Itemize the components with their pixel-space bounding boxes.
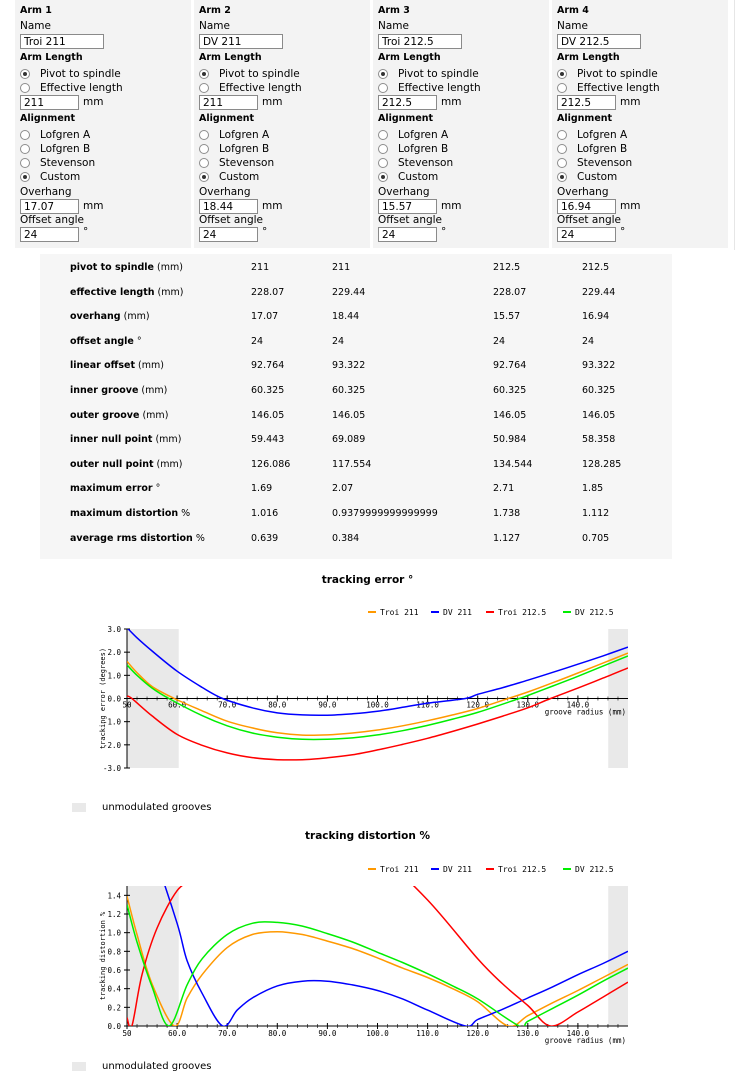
y-tick-label: -1.0	[102, 717, 121, 727]
table-row	[40, 254, 672, 279]
table-cell-arm-4: 1.85	[582, 483, 604, 495]
legend-label: Troi 212.5	[498, 608, 547, 617]
alignment-custom-radio[interactable]: Custom	[557, 171, 617, 184]
table-row	[40, 328, 672, 353]
table-cell-arm-2: 18.44	[332, 311, 360, 323]
legend-label: DV 211	[443, 608, 472, 617]
offset-angle-input[interactable]	[199, 227, 258, 242]
arm-name-input[interactable]	[378, 34, 462, 49]
legend-label: Troi 211	[380, 865, 419, 874]
table-cell-arm-4: 128.285	[582, 458, 622, 470]
offset-angle-input[interactable]	[557, 227, 616, 242]
alignment-lofgren-a-radio[interactable]: Lofgren A	[557, 128, 627, 141]
x-tick-label: 140.0	[566, 1029, 590, 1038]
row-label-unit: (mm)	[139, 409, 169, 421]
tracking-distortion-plot	[0, 824, 735, 1080]
x-tick-label: 50	[122, 1029, 132, 1038]
unmodulated-label: unmodulated grooves	[102, 1061, 212, 1072]
alignment-lofgren-a-radio[interactable]: Lofgren A	[20, 128, 90, 141]
alignment-lofgren-b-radio[interactable]: Lofgren B	[20, 142, 90, 155]
y-tick-label: 0.2	[107, 1003, 121, 1013]
y-tick-label: 0.0	[107, 1022, 121, 1031]
row-label-unit: (mm)	[154, 286, 184, 298]
radio-dot[interactable]	[20, 69, 30, 79]
arm-panel-4	[552, 0, 728, 248]
legend-label: Troi 212.5	[498, 865, 547, 874]
row-label-unit: (mm)	[138, 385, 168, 396]
x-tick-label: 140.0	[566, 700, 590, 710]
degree-unit: °	[262, 226, 268, 238]
arm-length-heading: Arm Length	[378, 52, 441, 63]
alignment-stevenson-radio[interactable]: Stevenson	[199, 157, 274, 170]
row-label	[70, 483, 160, 494]
name-label: Name	[20, 20, 51, 32]
overhang-input[interactable]	[378, 199, 437, 214]
table-row	[40, 475, 672, 500]
y-axis-label: tracking error (degrees)	[99, 647, 107, 750]
table-cell-arm-1: 59.443	[251, 434, 285, 446]
row-label-name: inner groove	[70, 385, 139, 396]
row-label-unit: %	[192, 532, 205, 544]
table-cell-arm-1: 0.639	[251, 532, 279, 544]
radio-dot[interactable]	[378, 69, 388, 79]
table-cell-arm-1: 146.05	[251, 409, 285, 421]
radio-dot[interactable]	[378, 172, 388, 182]
overhang-input[interactable]	[199, 199, 258, 214]
table-row	[40, 500, 672, 525]
series-line-troi-211	[127, 896, 628, 1026]
arm-name-input[interactable]	[199, 34, 283, 49]
row-label-unit: °	[133, 335, 142, 347]
radio-dot[interactable]	[199, 69, 209, 79]
degree-unit: °	[83, 226, 89, 238]
offset-angle-label: Offset angle	[557, 214, 622, 226]
table-cell-arm-2: 24	[332, 335, 345, 347]
unmodulated-region	[127, 886, 179, 1026]
unmodulated-swatch	[72, 1062, 86, 1071]
chart-title: tracking error °	[321, 574, 414, 586]
table-cell-arm-3: 2.71	[493, 483, 515, 495]
row-label-unit: (mm)	[134, 360, 164, 372]
arm-title: Arm 1	[20, 5, 52, 16]
pivot-to-spindle-radio[interactable]: Pivot to spindle	[378, 67, 479, 80]
table-cell-arm-2: 0.384	[332, 532, 360, 544]
x-tick-label: 90.0	[318, 700, 337, 710]
row-label	[70, 336, 142, 347]
radio-dot[interactable]	[378, 144, 388, 154]
table-cell-arm-2: 2.07	[332, 483, 354, 495]
alignment-custom-radio[interactable]: Custom	[378, 171, 438, 184]
row-label-unit: (mm)	[153, 458, 183, 470]
x-tick-label: 80.0	[268, 1029, 287, 1038]
alignment-lofgren-b-radio[interactable]: Lofgren B	[557, 142, 627, 155]
x-tick-label: 120.0	[466, 1029, 489, 1038]
radio-dot[interactable]	[557, 83, 567, 93]
alignment-custom-radio[interactable]: Custom	[20, 171, 80, 184]
series-line-troi-211	[127, 653, 628, 735]
y-tick-label: 3.0	[107, 625, 121, 634]
row-label-name: pivot to spindle	[70, 262, 154, 273]
x-tick-label: 70.0	[218, 1029, 237, 1038]
table-cell-arm-3: 92.764	[493, 360, 527, 372]
radio-dot[interactable]	[20, 158, 30, 168]
arm-length-heading: Arm Length	[20, 52, 83, 63]
effective-length-radio[interactable]: Effective length	[199, 81, 302, 94]
y-tick-label: -2.0	[102, 740, 121, 750]
tracking-error-plot	[0, 566, 735, 820]
table-cell-arm-3: 1.127	[493, 532, 521, 544]
radio-dot[interactable]	[378, 83, 388, 93]
overhang-label: Overhang	[378, 186, 430, 198]
table-cell-arm-4: 212.5	[582, 262, 610, 273]
arm-panel-2	[194, 0, 370, 248]
unmodulated-label: unmodulated grooves	[102, 802, 212, 813]
x-tick-label: 80.0	[268, 700, 287, 710]
unmodulated-swatch	[72, 803, 86, 812]
table-row	[40, 426, 672, 451]
table-cell-arm-3: 50.984	[493, 434, 527, 446]
table-cell-arm-1: 24	[251, 335, 264, 347]
row-label	[70, 459, 182, 470]
table-cell-arm-1: 126.086	[251, 458, 291, 470]
effective-length-radio[interactable]: Effective length	[20, 81, 123, 94]
table-row	[40, 402, 672, 427]
offset-angle-input[interactable]	[378, 227, 437, 242]
row-label-name: offset angle	[70, 335, 134, 347]
name-label: Name	[199, 20, 230, 32]
overhang-label: Overhang	[199, 186, 251, 198]
table-cell-arm-3: 15.57	[493, 311, 521, 323]
table-cell-arm-3: 1.738	[493, 508, 521, 519]
x-tick-label: 130.0	[516, 1029, 540, 1038]
table-row	[40, 279, 672, 304]
alignment-heading: Alignment	[378, 113, 434, 124]
overhang-label: Overhang	[557, 186, 609, 198]
table-cell-arm-2: 211	[332, 262, 351, 273]
table-cell-arm-4: 60.325	[582, 385, 616, 396]
series-line-dv-212-5	[127, 905, 628, 1028]
row-label-unit: (mm)	[120, 311, 150, 323]
x-axis-label: groove radius (mm)	[544, 1036, 626, 1045]
table-cell-arm-3: 228.07	[493, 286, 527, 298]
pivot-to-spindle-radio[interactable]: Pivot to spindle	[20, 67, 121, 80]
row-label-name: effective length	[70, 286, 155, 298]
table-cell-arm-4: 229.44	[582, 286, 616, 298]
row-label	[70, 434, 181, 445]
arm-name-input[interactable]	[20, 34, 104, 49]
table-cell-arm-4: 93.322	[582, 360, 616, 372]
row-label	[70, 410, 168, 421]
name-label: Name	[378, 20, 409, 32]
table-cell-arm-1: 17.07	[251, 311, 279, 323]
table-cell-arm-4: 16.94	[582, 311, 610, 323]
row-label-name: inner null point	[70, 434, 153, 446]
arm-length-input[interactable]	[20, 95, 79, 110]
y-tick-label: 1.4	[107, 891, 121, 901]
row-label-name: outer groove	[70, 409, 140, 421]
table-cell-arm-1: 228.07	[251, 286, 285, 298]
table-cell-arm-3: 134.544	[493, 458, 533, 470]
radio-dot[interactable]	[557, 158, 567, 168]
series-group	[127, 824, 628, 1028]
x-axis-label: groove radius (mm)	[544, 707, 626, 717]
degree-unit: °	[441, 226, 447, 238]
row-label	[70, 287, 183, 298]
radio-dot[interactable]	[557, 172, 567, 182]
row-label	[70, 360, 164, 371]
alignment-lofgren-a-radio[interactable]: Lofgren A	[199, 128, 269, 141]
row-label-name: overhang	[70, 311, 121, 323]
radio-dot[interactable]	[199, 172, 209, 182]
alignment-lofgren-b-radio[interactable]: Lofgren B	[199, 142, 269, 155]
row-label-unit: (mm)	[152, 434, 182, 446]
row-label	[70, 533, 205, 544]
radio-dot[interactable]	[199, 130, 209, 140]
arm-panel-1	[15, 0, 191, 248]
x-tick-label: 100.0	[366, 1029, 389, 1038]
effective-length-radio[interactable]: Effective length	[378, 81, 481, 94]
row-label-unit: (mm)	[153, 262, 183, 273]
y-tick-label: 0.6	[107, 966, 121, 975]
offset-angle-input[interactable]	[20, 227, 79, 242]
row-label	[70, 385, 167, 396]
x-tick-label: 110.0	[416, 1029, 439, 1038]
table-cell-arm-4: 58.358	[582, 434, 616, 446]
mm-unit: mm	[83, 96, 104, 108]
table-cell-arm-2: 60.325	[332, 385, 366, 396]
mm-unit: mm	[620, 96, 641, 108]
alignment-heading: Alignment	[199, 113, 255, 124]
table-cell-arm-2: 0.9379999999999999	[332, 508, 438, 519]
table-cell-arm-3: 60.325	[493, 385, 527, 396]
row-label-unit: %	[178, 508, 191, 519]
arm-length-heading: Arm Length	[557, 52, 620, 63]
alignment-stevenson-radio[interactable]: Stevenson	[557, 157, 632, 170]
table-cell-arm-1: 1.69	[251, 483, 273, 495]
y-tick-label: 0.8	[107, 947, 121, 957]
table-cell-arm-2: 69.089	[332, 434, 366, 446]
x-tick-label: 100.0	[366, 700, 389, 710]
y-tick-label: 1.0	[107, 671, 121, 681]
legend-label: Troi 211	[380, 608, 419, 617]
y-tick-label: 0.4	[107, 984, 121, 994]
table-cell-arm-3: 146.05	[493, 409, 527, 421]
table-row	[40, 451, 672, 476]
table-cell-arm-1: 60.325	[251, 385, 285, 396]
alignment-stevenson-radio[interactable]: Stevenson	[378, 157, 453, 170]
radio-dot[interactable]	[557, 130, 567, 140]
table-cell-arm-1: 1.016	[251, 508, 279, 519]
row-label-name: outer null point	[70, 458, 154, 470]
arm-length-input[interactable]	[378, 95, 437, 110]
tracking-distortion-chart	[0, 824, 735, 1080]
series-line-troi-212-5	[127, 824, 628, 1028]
row-label-unit: °	[152, 483, 161, 495]
table-row	[40, 525, 672, 550]
arm-title: Arm 2	[199, 5, 231, 16]
alignment-custom-radio[interactable]: Custom	[199, 171, 259, 184]
row-label-name: maximum error	[70, 483, 153, 495]
table-cell-arm-3: 24	[493, 335, 506, 347]
radio-dot[interactable]	[199, 83, 209, 93]
x-tick-label: 90.0	[318, 1029, 337, 1038]
arm-length-input[interactable]	[199, 95, 258, 110]
name-label: Name	[557, 20, 588, 32]
offset-angle-label: Offset angle	[199, 214, 264, 226]
y-axis-label: tracking distortion %	[99, 911, 107, 1001]
overhang-input[interactable]	[20, 199, 79, 214]
row-label-name: linear offset	[70, 360, 135, 372]
offset-angle-label: Offset angle	[20, 214, 85, 226]
alignment-lofgren-a-radio[interactable]: Lofgren A	[378, 128, 448, 141]
y-tick-label: 0.0	[107, 694, 121, 704]
radio-dot[interactable]	[20, 83, 30, 93]
y-tick-label: -3.0	[102, 764, 121, 773]
y-tick-label: 2.0	[107, 648, 121, 658]
degree-unit: °	[620, 226, 626, 238]
legend-label: DV 212.5	[575, 865, 614, 874]
row-label	[70, 311, 150, 322]
table-row	[40, 352, 672, 377]
alignment-heading: Alignment	[20, 113, 76, 124]
table-cell-arm-4: 146.05	[582, 409, 616, 421]
alignment-lofgren-b-radio[interactable]: Lofgren B	[378, 142, 448, 155]
arm-title: Arm 4	[557, 5, 589, 16]
radio-dot[interactable]	[557, 144, 567, 154]
table-cell-arm-1: 92.764	[251, 360, 285, 372]
mm-unit: mm	[262, 200, 283, 212]
table-cell-arm-4: 0.705	[582, 532, 610, 544]
x-tick-label: 130.0	[516, 700, 540, 710]
x-tick-label: 120.0	[466, 700, 489, 710]
radio-dot[interactable]	[199, 158, 209, 168]
overhang-label: Overhang	[20, 186, 72, 198]
tracking-error-chart	[0, 566, 735, 820]
arm-title: Arm 3	[378, 5, 410, 16]
radio-dot[interactable]	[20, 130, 30, 140]
alignment-stevenson-radio[interactable]: Stevenson	[20, 157, 95, 170]
radio-dot[interactable]	[378, 130, 388, 140]
offset-angle-label: Offset angle	[378, 214, 443, 226]
x-tick-label: 50	[122, 700, 132, 710]
row-label-name: maximum distortion	[70, 508, 179, 519]
arm-panel-3	[373, 0, 549, 248]
effective-length-radio[interactable]: Effective length	[557, 81, 660, 94]
table-row	[40, 377, 672, 402]
radio-dot[interactable]	[557, 69, 567, 79]
radio-dot[interactable]	[20, 144, 30, 154]
chart-title: tracking distortion %	[305, 830, 430, 842]
radio-dot[interactable]	[20, 172, 30, 182]
arm-length-input[interactable]	[557, 95, 616, 110]
table-cell-arm-3: 212.5	[493, 262, 521, 273]
x-tick-label: 60.0	[168, 700, 187, 710]
alignment-heading: Alignment	[557, 113, 613, 124]
table-cell-arm-2: 93.322	[332, 360, 366, 372]
arm-length-heading: Arm Length	[199, 52, 262, 63]
table-cell-arm-4: 1.112	[582, 508, 610, 519]
mm-unit: mm	[620, 200, 641, 212]
series-group	[127, 628, 628, 760]
table-cell-arm-2: 229.44	[332, 286, 366, 298]
mm-unit: mm	[441, 96, 462, 108]
overhang-input[interactable]	[557, 199, 616, 214]
radio-dot[interactable]	[199, 144, 209, 154]
series-line-dv-211	[127, 824, 628, 1026]
y-tick-label: 1.2	[107, 910, 121, 919]
row-label	[70, 508, 190, 519]
table-row	[40, 303, 672, 328]
legend-label: DV 212.5	[575, 608, 614, 617]
arm-settings-panel	[0, 0, 735, 250]
unmodulated-grooves-legend	[72, 1061, 211, 1072]
pivot-to-spindle-radio[interactable]: Pivot to spindle	[557, 67, 658, 80]
radio-dot[interactable]	[378, 158, 388, 168]
unmodulated-grooves-legend	[72, 802, 211, 813]
arm-name-input[interactable]	[557, 34, 641, 49]
legend-label: DV 211	[443, 865, 472, 874]
mm-unit: mm	[441, 200, 462, 212]
table-cell-arm-2: 117.554	[332, 458, 372, 470]
x-tick-label: 70.0	[218, 700, 237, 710]
x-tick-label: 110.0	[416, 700, 439, 710]
row-label-name: average rms distortion	[70, 532, 193, 544]
x-tick-label: 60.0	[168, 1029, 187, 1038]
results-table	[40, 254, 672, 559]
y-tick-label: 1.0	[107, 928, 121, 938]
table-cell-arm-2: 146.05	[332, 409, 366, 421]
pivot-to-spindle-radio[interactable]: Pivot to spindle	[199, 67, 300, 80]
mm-unit: mm	[262, 96, 283, 108]
mm-unit: mm	[83, 200, 104, 212]
table-cell-arm-1: 211	[251, 262, 270, 273]
table-cell-arm-4: 24	[582, 335, 595, 347]
row-label	[70, 262, 183, 273]
